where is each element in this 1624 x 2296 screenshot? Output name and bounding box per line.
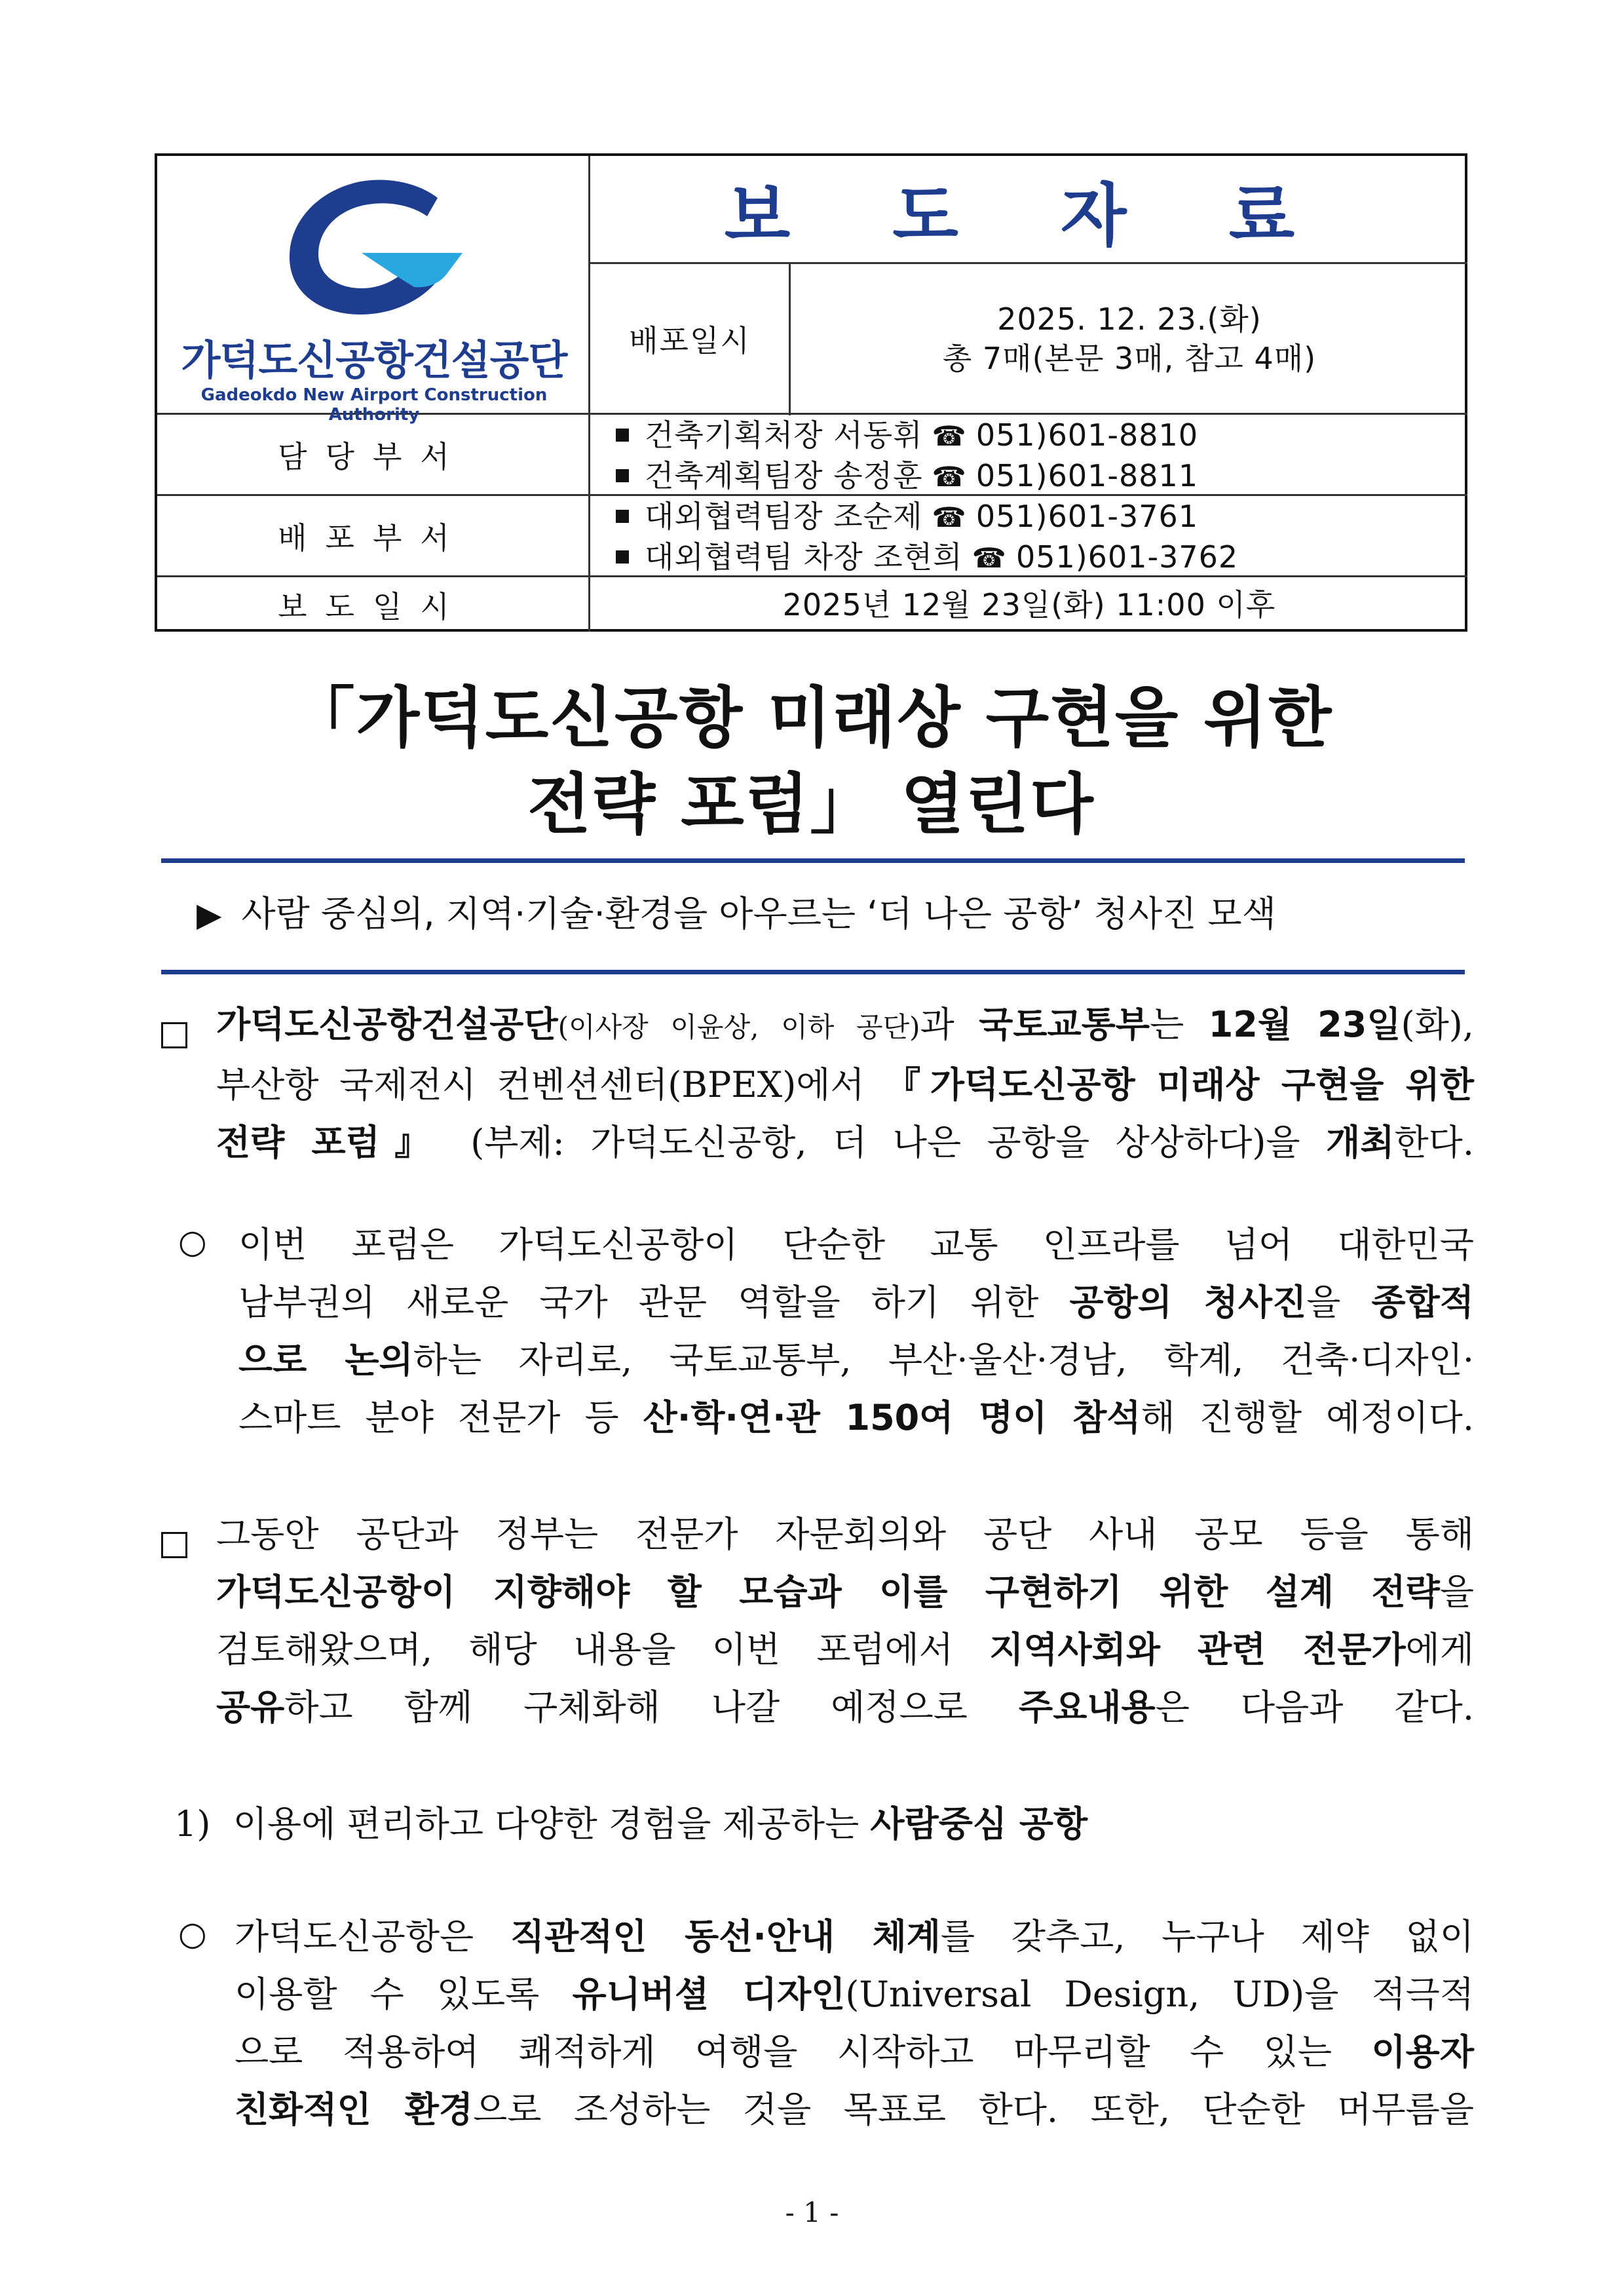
p3-text: 을 (1439, 1571, 1474, 1613)
phone-icon: ☎ (932, 501, 967, 533)
embargo-value (591, 578, 1467, 632)
contact-phone: 051)601-8811 (975, 458, 1199, 493)
p1-hold: 개최 (1326, 1122, 1395, 1163)
distrib-list (616, 497, 1461, 575)
distrib-phone: 051)601-3761 (975, 499, 1199, 534)
p3-bold: 가덕도신공항이 지향해야 할 모습과 이를 구현하기 위한 설계 전략 (216, 1571, 1440, 1613)
p2-bold: 으로 논의 (238, 1339, 413, 1381)
p3-bold: 공유 (216, 1687, 285, 1728)
contact-item (616, 456, 1461, 497)
embargo-text: 2025년 12월 23일(화) 11:00 이후 (782, 587, 1276, 622)
contact-role: 건축계획팀장 송정훈 (645, 458, 923, 493)
subheadline-text: 사람 중심의, 지역·기술·환경을 아우르는 ‘더 나은 공항’ 청사진 모색 (241, 893, 1276, 934)
p2-bold: 종합적 (1371, 1282, 1474, 1323)
subheadline (197, 886, 1276, 936)
p3-bold: 주요내용 (1019, 1687, 1156, 1728)
contact-role: 건축기획처장 서동휘 (645, 417, 923, 453)
paragraph-3 (216, 1506, 1474, 1736)
paragraph-2 (238, 1216, 1474, 1447)
press-header-table (155, 153, 1467, 632)
p1-text: 는 (1150, 1004, 1209, 1045)
release-date: 2025. 12. 23.(화) (997, 301, 1262, 337)
p3-bold: 지역사회와 관련 전문가 (989, 1629, 1406, 1670)
paragraph-4 (235, 1908, 1474, 2139)
p4-text: (Universal Design, UD)을 적극적 (845, 1974, 1474, 2015)
headline-line2: 전략 포럼」 열린다 (527, 766, 1095, 843)
p1-text: 과 (920, 1004, 979, 1045)
p4-text: 를 갖추고, 누구나 제약 없이 (940, 1916, 1474, 1957)
section-item-1 (174, 1795, 1419, 1853)
embargo-label: 보도일시 (278, 589, 468, 624)
contact-phone: 051)601-8810 (975, 417, 1199, 453)
checkbox-bullet-icon (161, 1532, 187, 1558)
release-pages: 총 7매(본문 3매, 참고 4매) (942, 341, 1317, 376)
distrib-role: 대외협력팀 차장 조현희 (645, 539, 963, 575)
p2-text: 하는 자리로, 국토교통부, 부산·울산·경남, 학계, 건축·디자인· (413, 1339, 1474, 1381)
p1-org: 가덕도신공항건설공단 (216, 1004, 558, 1045)
item-number: 1) (174, 1803, 211, 1845)
p4-text: 으로 적용하여 쾌적하게 여행을 시작하고 마무리할 수 있는 (235, 2031, 1372, 2073)
circle-bullet-icon: ○ (178, 1223, 207, 1261)
p1-text: 한다. (1394, 1122, 1474, 1163)
page-number: - 1 - (785, 2196, 839, 2229)
p1-ministry: 국토교통부 (979, 1004, 1150, 1045)
p2-bold: 산·학·연·관 150여 명이 참석 (643, 1397, 1141, 1438)
item-bold: 사람중심 공항 (870, 1803, 1088, 1845)
p4-bold: 친화적인 환경 (235, 2089, 474, 2130)
phone-icon: ☎ (932, 461, 967, 493)
p1-event: 『가덕도신공항 미래상 구현을 위한 (885, 1064, 1474, 1105)
p2-text: 스마트 분야 전문가 등 (238, 1397, 643, 1438)
p3-text: 하고 함께 구체화해 나갈 예정으로 (284, 1687, 1019, 1728)
phone-icon: ☎ (972, 542, 1007, 574)
p4-bold: 유니버셜 디자인 (572, 1974, 846, 2015)
headline-rule-bottom (161, 970, 1465, 974)
p1-date: 12월 23일 (1208, 1004, 1401, 1045)
p1-event: 전략 포럼』 (216, 1122, 445, 1163)
document-title: 보 도 자 료 (724, 176, 1334, 256)
release-info (791, 265, 1467, 413)
item-text: 이용에 편리하고 다양한 경험을 제공하는 (233, 1803, 871, 1845)
p3-text: 은 다음과 같다. (1155, 1687, 1474, 1728)
p2-text: 을 (1306, 1282, 1372, 1323)
p1-text: (부제: 가덕도신공항, 더 나은 공항을 상상하다)을 (444, 1122, 1327, 1163)
distrib-item (616, 497, 1461, 537)
p4-text: 이용할 수 있도록 (235, 1974, 573, 2015)
p3-line: 그동안 공단과 정부는 전문가 자문회의와 공단 사내 공모 등을 통해 (216, 1514, 1474, 1555)
p2-text: 해 진행할 예정이다. (1141, 1397, 1475, 1438)
distrib-item (616, 537, 1461, 578)
p2-bold: 공항의 청사진 (1069, 1282, 1307, 1323)
p1-text: (화), (1401, 1004, 1474, 1045)
contact-list (616, 415, 1461, 494)
org-name-en: Gadeokdo New Airport Construction Authority (200, 385, 548, 425)
bullet-square-icon (616, 510, 629, 523)
phone-icon: ☎ (932, 420, 967, 452)
p3-text: 검토해왔으며, 해당 내용을 이번 포럼에서 (216, 1629, 990, 1670)
logo-cell (157, 156, 591, 425)
paragraph-1 (216, 996, 1474, 1172)
bullet-square-icon (616, 550, 629, 564)
p4-text: 가덕도신공항은 (235, 1916, 510, 1957)
p4-text: 으로 조성하는 것을 목표로 한다. 또한, 단순한 머무름을 (473, 2089, 1474, 2130)
headline-line1: 「가덕도신공항 미래상 구현을 위한 (289, 679, 1333, 756)
triangle-bullet-icon: ▶ (197, 896, 222, 934)
release-label: 배포일시 (629, 323, 751, 358)
circle-bullet-icon: ○ (178, 1915, 207, 1953)
p3-text: 에게 (1405, 1629, 1474, 1670)
contact-item (616, 415, 1461, 456)
org-name-ko: 가덕도신공항건설공단 (181, 336, 567, 384)
p1-aside: (이사장 이윤상, 이하 공단) (557, 1011, 920, 1043)
gadeokdo-logo-icon (275, 176, 465, 316)
bullet-square-icon (616, 469, 629, 482)
p4-bold: 이용자 (1371, 2031, 1474, 2073)
bullet-square-icon (616, 429, 629, 442)
headline-rule-top (161, 858, 1465, 863)
checkbox-bullet-icon (161, 1022, 187, 1048)
p2-text: 남부권의 새로운 국가 관문 역할을 하기 위한 (238, 1282, 1070, 1323)
distrib-role: 대외협력팀장 조순제 (645, 499, 923, 534)
distrib-label: 배포부서 (278, 520, 468, 556)
p4-bold: 직관적인 동선·안내 체계 (510, 1916, 941, 1957)
p2-line: 이번 포럼은 가덕도신공항이 단순한 교통 인프라를 넘어 대한민국 (238, 1224, 1474, 1265)
contact-label: 담당부서 (278, 439, 468, 474)
p1-text: 부산항 국제전시 컨벤션센터(BPEX)에서 (216, 1064, 886, 1105)
headline (155, 675, 1467, 848)
distrib-phone: 051)601-3762 (1015, 539, 1239, 575)
